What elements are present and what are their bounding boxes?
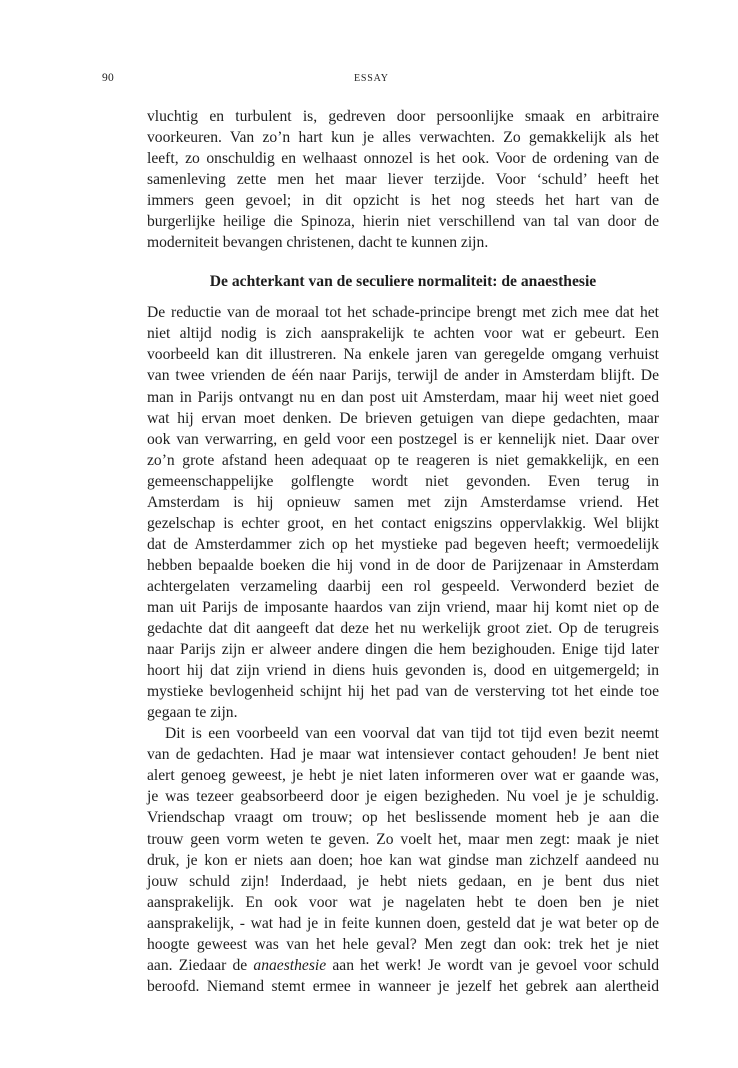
- text-line: hoort hij dat zijn vriend in diens huis gevonden is, dood en uitgemergeld; in: [147, 662, 659, 680]
- emphasized-term: anaesthesie: [253, 956, 327, 974]
- text-line: mystieke bevlogenheid schijnt hij het pad van de versterving tot het einde toe: [147, 683, 659, 701]
- text-line: achtergelaten verzameling daarbij een rol gespeeld. Verwonderd beziet de: [147, 577, 659, 595]
- text-line: zo’n grote afstand heen adequaat op te reageren is niet gemakkelijk, en een: [147, 451, 659, 469]
- text-line: gezelschap is echter groot, en het contact enigszins oppervlakkig. Wel blijkt: [147, 514, 659, 532]
- paragraph-3: [147, 723, 659, 997]
- text-line: niet altijd nodig is zich aansprakelijk te achten voor wat er gebeurt. Een: [147, 325, 659, 343]
- text-line: Vriendschap vraagt om trouw; op het beslissende moment heb je aan die: [147, 809, 659, 827]
- text-line: ook van verwarring, en geld voor een postzegel is er kennelijk niet. Daar over: [147, 430, 659, 448]
- text-line: gegaan te zijn.: [147, 704, 238, 722]
- text-line: man uit Parijs de imposante haardos van zijn vriend, maar hij komt niet op de: [147, 598, 659, 616]
- text-line: Dit is een voorbeeld van een voorval dat van tijd tot tijd even bezit neemt: [165, 725, 659, 743]
- page-number: 90: [102, 72, 115, 84]
- text-line: jouw schuld zijn! Inderdaad, je hebt niets gedaan, en je bent dus niet: [147, 872, 659, 890]
- text-segment: aan het werk! Je wordt van je gevoel voor schuld: [326, 956, 660, 974]
- paragraph-2: [147, 302, 659, 723]
- text-line: gedachte dat dit aangeeft dat deze het nu werkelijk groot ziet. Op de terugreis: [147, 620, 659, 638]
- text-line: van de gedachten. Had je maar wat intensiever contact gehouden! Je bent niet: [147, 746, 659, 764]
- body-text: [147, 106, 659, 997]
- text-line: moderniteit bevangen christenen, dacht te kunnen zijn.: [147, 234, 489, 252]
- text-line: voorbeeld kan dit illustreren. Na enkele jaren van geregelde omgang verhuist: [147, 346, 659, 364]
- text-line: voorkeuren. Van zo’n hart kun je alles verwachten. Zo gemakkelijk als het: [147, 129, 659, 147]
- text-line: alert genoeg geweest, je hebt je niet laten informeren over wat er gaande was,: [147, 767, 659, 785]
- section-heading: De achterkant van de seculiere normaliteit: de anaesthesie: [209, 273, 597, 291]
- text-line: wat hij ervan moet denken. De brieven getuigen van diepe gedachten, maar: [147, 409, 659, 427]
- text-line: [147, 955, 659, 976]
- text-line: leeft, zo onschuldig en welhaast onnozel is het ook. Voor de ordening van de: [147, 150, 659, 168]
- text-line: aansprakelijk, - wat had je in feite kunnen doen, gesteld dat je wat beter op de: [147, 914, 659, 932]
- text-line: vluchtig en turbulent is, gedreven door persoonlijke smaak en arbitraire: [147, 108, 659, 125]
- text-line: samenleving zette men het maar liever terzijde. Voor ‘schuld’ heeft het: [147, 171, 659, 189]
- text-line: van twee vrienden de één naar Parijs, terwijl de ander in Amsterdam blijft. De: [147, 367, 659, 385]
- text-line: dat de Amsterdammer zich op het mystieke pad begeven heeft; vermoedelijk: [147, 535, 659, 553]
- text-line: aansprakelijk. En ook voor wat je nagelaten hebt te doen ben je niet: [147, 893, 659, 911]
- text-line: trouw geen vorm weten te geven. Zo voelt het, maar men zegt: maak je niet: [147, 830, 659, 848]
- text-line: gemeenschappelijke golflengte wordt niet gevonden. Even terug in: [147, 472, 659, 490]
- text-line: beroofd. Niemand stemt ermee in wanneer je jezelf het gebrek aan alertheid: [147, 977, 659, 995]
- text-line: hoogte geweest was van het hele geval? Men zegt dan ook: trek het je niet: [147, 935, 659, 953]
- text-segment: aan. Ziedaar de: [147, 956, 254, 974]
- text-line: Amsterdam is hij opnieuw samen met zijn Amsterdamse vriend. Het: [147, 493, 659, 511]
- text-line: je was tezeer geabsorbeerd door je eigen bezigheden. Nu voel je je schuldig.: [147, 788, 659, 806]
- paragraph-1: [147, 106, 659, 253]
- text-line: immers geen gevoel; in dit opzicht is het nog steeds het hart van de: [147, 192, 659, 210]
- running-head: ESSAY: [354, 73, 389, 84]
- text-line: hebben bepaalde boeken die hij vond in de door de Parijzenaar in Amsterdam: [147, 556, 659, 574]
- text-line: burgerlijke heilige die Spinoza, hierin niet verschillend van tal van door de: [147, 213, 659, 231]
- text-line: De reductie van de moraal tot het schade-principe brengt met zich mee dat het: [147, 304, 659, 322]
- text-line: druk, je kon er niets aan doen; hoe kan wat gindse man zichzelf aandeed nu: [147, 851, 659, 869]
- text-line: man in Parijs ontvangt nu en dan post uit Amsterdam, maar hij weet niet goed: [147, 388, 659, 406]
- text-line: naar Parijs zijn er alweer andere dingen die hem bezighouden. Enige tijd later: [147, 641, 659, 659]
